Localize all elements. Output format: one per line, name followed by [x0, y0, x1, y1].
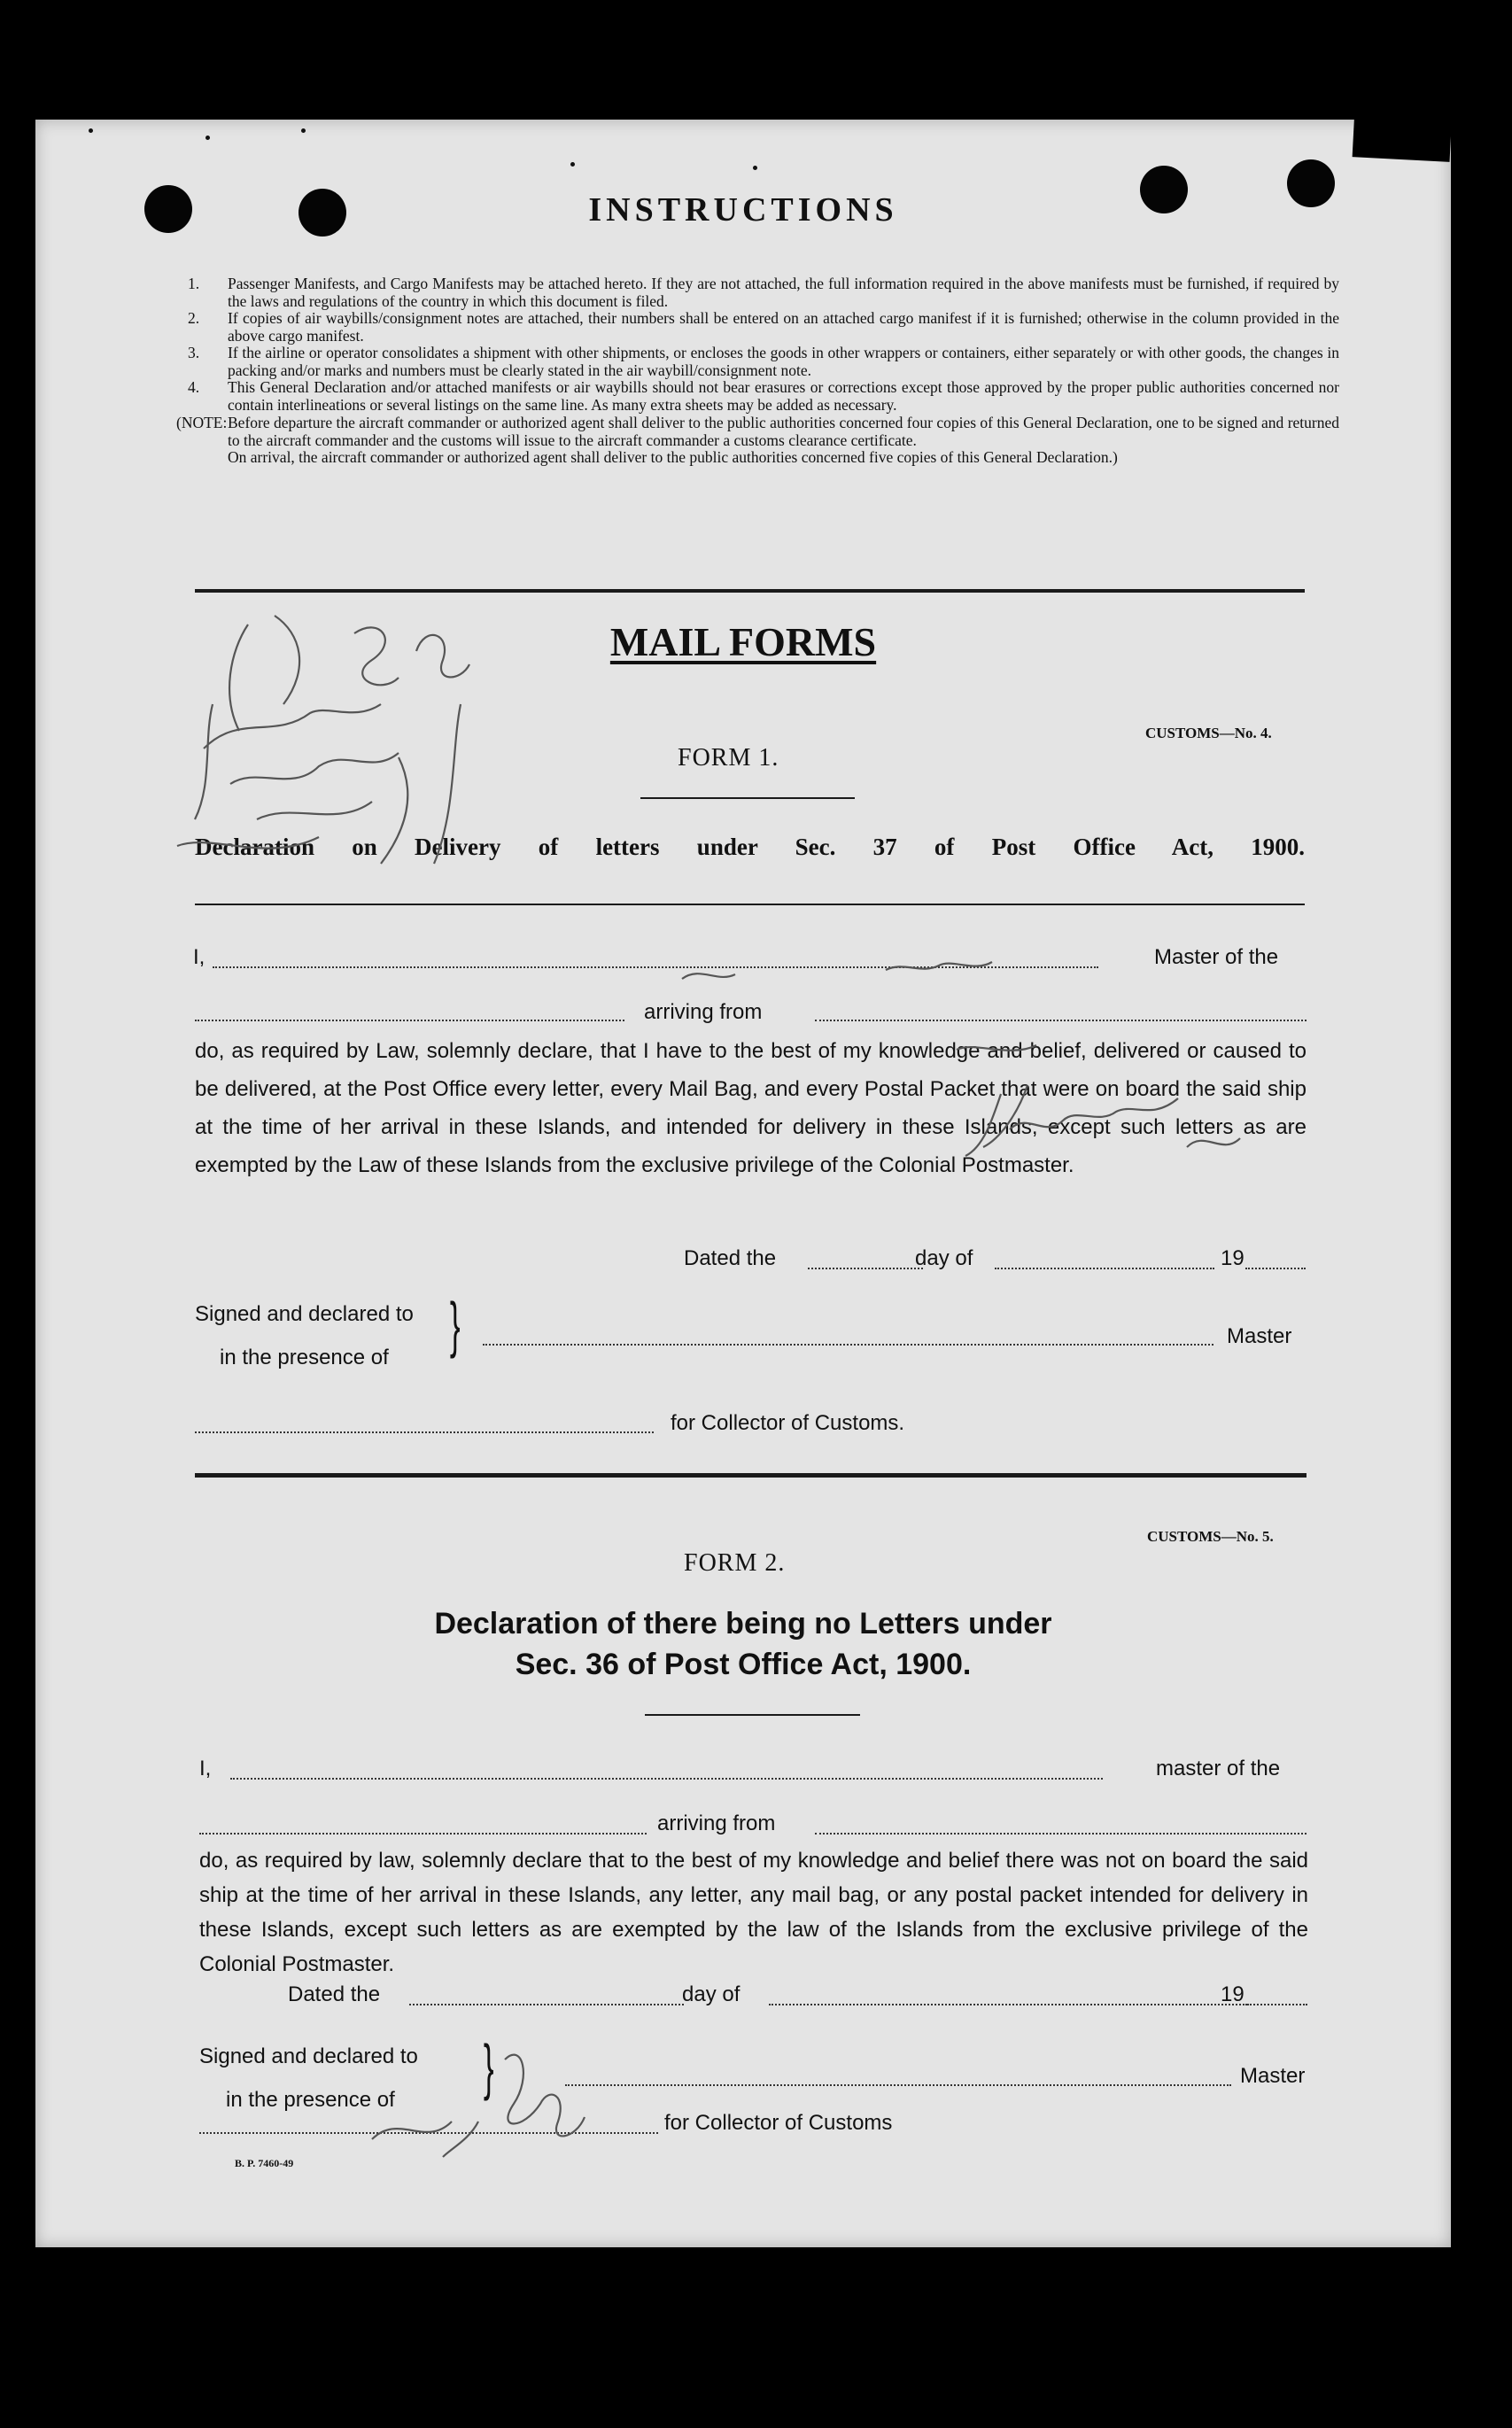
form2-master-name-field[interactable] — [230, 1778, 1103, 1780]
instruction-note-arrival: On arrival, the aircraft commander or authorized agent shall deliver to the public authorities concerned five copies of this General Declaration.) — [228, 448, 1118, 466]
form1-title-rule — [640, 797, 855, 799]
form2-declaration-title-line2: Sec. 36 of Post Office Act, 1900. — [515, 1648, 972, 1681]
form1-signed-label: Signed and declared to — [195, 1302, 414, 1326]
torn-corner — [1353, 108, 1453, 162]
form1-month-field[interactable] — [995, 1268, 1214, 1269]
handwritten-signature-icon — [319, 2033, 638, 2166]
form2-date-field[interactable] — [409, 2004, 684, 2005]
form2-declaration-body: do, as required by law, solemnly declare that to the best of my knowledge and belief there was not on board the said ship at the time of her arrival in these Islands, any letter, any mail bag, or any postal packet intended for delivery in these Islands, except such letters as are exempted by the law of the Islands from the exclusive privilege of the Colonial Postmaster. — [199, 1849, 1308, 1976]
instruction-item: 1. Passenger Manifests, and Cargo Manifests may be attached hereto. If they are not attached, the full information required in the above manifests must be furnished, if required by the laws and regulations of the country in which this document is filed. — [188, 275, 1339, 310]
form1-i-label: I, — [193, 945, 205, 969]
form1-year-label: 19 — [1221, 1246, 1244, 1270]
form1-master-of-label: Master of the — [1154, 945, 1279, 969]
form2-dated-label: Dated the — [288, 1982, 381, 2006]
form1-year-field[interactable] — [1245, 1268, 1306, 1269]
form1-dated-label: Dated the — [684, 1246, 777, 1270]
section-rule — [195, 589, 1305, 593]
instruction-item: 2. If copies of air waybills/consignment notes are attached, their numbers shall be entered on an attached cargo manifest if it is furnished; otherwise in the column provided in the above cargo manifest. — [188, 309, 1339, 345]
handwritten-entry-icon — [390, 926, 1320, 1245]
form1-arriving-from-label: arriving from — [644, 1000, 763, 1024]
form1-title: FORM 1. — [678, 744, 779, 772]
form1-presence-label: in the presence of — [220, 1346, 389, 1369]
form1-declaration-title: Declaration on Delivery of letters under Sec. 37 of Post Office Act, 1900. — [195, 834, 1305, 860]
form1-collector-label: for Collector of Customs. — [671, 1411, 905, 1435]
form1-day-of-label: day of — [915, 1246, 973, 1270]
instruction-item: 3. If the airline or operator consolidates a shipment with other shipments, or encloses the goods in other wrappers or containers, either separately or with other goods, the changes in packing and/or marks and numbers must be clearly stated in the air waybill/consignment note. — [188, 344, 1339, 379]
form2-origin-field[interactable] — [815, 1833, 1307, 1835]
form2-signature-field[interactable] — [565, 2084, 1231, 2086]
mail-forms-heading: MAIL FORMS — [609, 619, 877, 664]
form1-signature-field[interactable] — [483, 1344, 1213, 1346]
form2-master-label: Master — [1240, 2064, 1306, 2088]
instructions-heading: INSTRUCTIONS — [588, 191, 898, 229]
form2-signed-label: Signed and declared to — [199, 2044, 418, 2068]
form1-master-label: Master — [1227, 1324, 1292, 1348]
form1-declaration-body: do, as required by Law, solemnly declare, that I have to the best of my knowledge and belief, delivered or caused to be delivered, at the Post Office every letter, every Mail Bag, and every Postal Packet that were on board the said ship at the time of her arrival in these Islands, and intended for delivery in these Islands, except such letters as are exempted by the Law of these Islands from the exclusive privilege of the Colonial Postmaster. — [195, 1039, 1307, 1177]
form1-customs-number: CUSTOMS—No. 4. — [1145, 725, 1272, 741]
form2-month-field[interactable] — [769, 2004, 1247, 2005]
form2-year-label: 19 — [1221, 1982, 1244, 2006]
form2-day-of-label: day of — [682, 1982, 740, 2006]
form1-brace: } — [449, 1290, 461, 1359]
instruction-note: (NOTE: Before departure the aircraft commander or authorized agent shall deliver to the public authorities concerned four copies of this General Declaration, one to be signed and returned to the aircraft commander and the customs will issue to the aircraft commander a customs clearance certificate. — [176, 414, 1339, 449]
form1-date-field[interactable] — [808, 1268, 923, 1269]
form2-declaration-title — [35, 1603, 1451, 1685]
form2-ship-name-field[interactable] — [199, 1833, 647, 1835]
form2-collector-label: for Collector of Customs — [664, 2111, 893, 2135]
form2-title: FORM 2. — [684, 1549, 786, 1577]
print-code: B. P. 7460-49 — [235, 2157, 294, 2169]
form1-collector-signature-field[interactable] — [195, 1431, 654, 1433]
form2-arriving-from-label: arriving from — [657, 1811, 776, 1835]
form-divider — [195, 1473, 1307, 1478]
form2-i-label: I, — [199, 1757, 212, 1780]
document-page — [35, 120, 1451, 2247]
form2-brace: } — [483, 2032, 494, 2101]
instructions-list — [176, 275, 1339, 467]
form2-master-of-label: master of the — [1156, 1757, 1281, 1780]
form2-year-field[interactable] — [1247, 2004, 1307, 2005]
form2-declaration-title-line1: Declaration of there being no Letters under — [434, 1607, 1052, 1641]
form2-customs-number: CUSTOMS—No. 5. — [1147, 1528, 1274, 1545]
instruction-item: 4. This General Declaration and/or attached manifests or air waybills should not bear erasures or corrections except those approved by the proper public authorities concerned nor contain interlineations or several listings on the same line. As many extra sheets may be added as necessary. — [188, 378, 1339, 414]
form2-presence-label: in the presence of — [226, 2088, 395, 2112]
form2-title-rule — [645, 1714, 860, 1716]
